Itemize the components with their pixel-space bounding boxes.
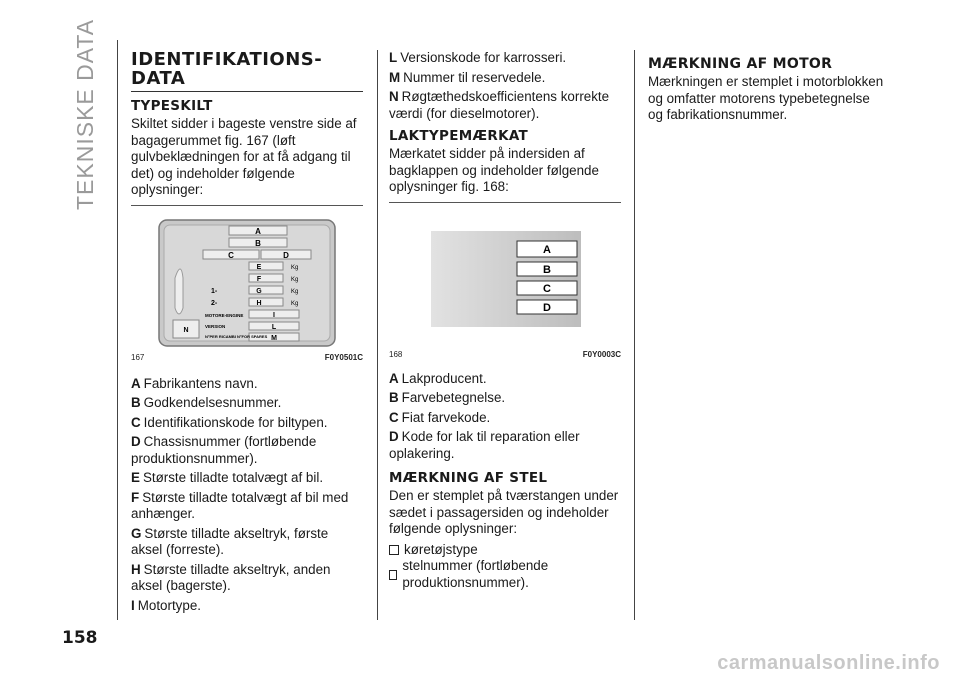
legend-text: Største tilladte totalvægt af bil med anhænger.: [131, 489, 349, 521]
paint-label-illustration: [389, 211, 621, 347]
plate-kg-4: Kg: [291, 300, 299, 307]
frame-marking-heading: MÆRKNING AF STEL: [389, 470, 548, 486]
legend-key: L: [389, 50, 398, 65]
identification-heading: IDENTIFIKATIONS-DATA: [131, 50, 363, 92]
figure-number: 168: [389, 349, 403, 359]
plate-letter-d: D: [283, 250, 289, 260]
frame-marking-bullet: [389, 542, 621, 559]
legend-text: Farvebetegnelse.: [401, 390, 506, 405]
plate-letter-g: G: [256, 287, 262, 295]
plate-letter-n: N: [183, 326, 189, 334]
legend-text: Kode for lak til reparation eller oplakering.: [389, 429, 580, 461]
legend-text: Fiat farvekode.: [401, 409, 491, 425]
legend-text: Nummer til reservedele.: [403, 69, 546, 85]
bullet-text: køretøjstype: [404, 541, 478, 557]
legend-key: G: [131, 525, 142, 541]
figure-168: [389, 202, 621, 359]
column-divider: [634, 50, 635, 620]
legend-item: [131, 395, 363, 412]
figure-id: F0Y0501C: [324, 352, 363, 362]
paint-label-intro: Mærkatet sidder på indersiden af bagklappen og indeholder følgende oplysninger fig. 168:: [389, 146, 599, 194]
legend-text: Røgtæthedskoefficientens korrekte værdi (for dieselmotorer).: [389, 89, 610, 121]
legend-text: Identifikationskode for biltypen.: [143, 414, 328, 430]
column-2: [389, 50, 621, 591]
plate-axle-1: 1-: [211, 287, 218, 295]
plate-kg-2: Kg: [291, 276, 299, 283]
plate-letter-l: L: [271, 323, 277, 331]
plate-letter-f: F: [256, 275, 262, 283]
watermark: carmanualsonline.info: [717, 652, 940, 674]
engine-marking-text: Mærkningen er stemplet i motorblokken og omfatter motorens typebetegnelse og fabrikationsnummer.: [648, 74, 884, 122]
legend-key: D: [389, 429, 399, 444]
plate-version-label: VERSION: [205, 323, 226, 329]
bullet-text: stelnummer (fortløbende produktionsnummer).: [402, 558, 549, 590]
plate-engine-label: MOTORE-ENGINE: [205, 312, 244, 318]
type-plate-legend: [131, 376, 363, 615]
legend-key: A: [131, 375, 141, 391]
plate-letter-h: H: [256, 299, 262, 307]
label-letter-a: A: [543, 243, 551, 256]
legend-key: C: [131, 414, 141, 430]
legend-key: M: [389, 69, 401, 85]
column-3: [648, 50, 888, 128]
frame-marking-list: [389, 542, 621, 592]
type-plate-subheading: TYPESKILT: [131, 98, 213, 114]
legend-text: Versionskode for karrosseri.: [400, 50, 567, 65]
figure-number: 167: [131, 352, 145, 362]
column-1: [131, 50, 363, 617]
legend-text: Chassisnummer (fortløbende produktionsnummer).: [131, 434, 317, 466]
label-letter-b: B: [543, 263, 551, 276]
label-letter-d: D: [543, 301, 551, 314]
legend-key: N: [389, 89, 399, 104]
type-plate-legend-continued: [389, 50, 621, 122]
legend-key: B: [389, 390, 399, 405]
figure-id: F0Y0003C: [582, 349, 621, 359]
legend-item: [131, 470, 363, 487]
legend-item: [131, 490, 363, 523]
plate-axle-2: 2-: [211, 299, 218, 307]
legend-key: H: [131, 561, 141, 577]
legend-item: [389, 371, 621, 388]
legend-text: Største tilladte akseltryk, anden aksel (bagerste).: [131, 561, 331, 593]
legend-key: I: [131, 597, 135, 613]
type-plate-intro: Skiltet sidder i bageste venstre side af bagagerummet fig. 167 (løft gulvbeklædningen for at få adgang til det) og indeholder følgende oplysninger:: [131, 116, 357, 197]
section-side-title: TEKNISKE DATA: [72, 18, 98, 210]
engine-marking-heading: MÆRKNING AF MOTOR: [648, 56, 833, 72]
paint-label-subheading: LAKTYPEMÆRKAT: [389, 128, 529, 144]
plate-letter-a: A: [255, 226, 261, 236]
legend-key: E: [131, 470, 140, 485]
plate-letter-m: M: [271, 334, 277, 342]
legend-item: [131, 562, 363, 595]
figure-caption: [131, 353, 363, 362]
legend-item: [131, 376, 363, 393]
type-plate-illustration: [131, 214, 363, 350]
legend-key: C: [389, 409, 399, 425]
plate-letter-c: C: [228, 250, 234, 260]
legend-key: F: [131, 489, 140, 505]
legend-text: Lakproducent.: [401, 370, 487, 386]
legend-item: [389, 70, 621, 87]
plate-spares-label: N°PER RICAMBI N°FOR SPARES: [205, 333, 268, 339]
legend-key: B: [131, 395, 141, 410]
legend-key: D: [131, 434, 141, 449]
plate-letter-e: E: [256, 263, 262, 271]
legend-item: [389, 390, 621, 407]
figure-167: [131, 205, 363, 362]
figure-caption: [389, 350, 621, 359]
frame-marking-bullet: [389, 558, 621, 591]
plate-letter-b: B: [255, 238, 261, 248]
column-divider: [377, 50, 378, 620]
legend-text: Motortype.: [137, 597, 201, 613]
frame-marking-text: Den er stemplet på tværstangen under sædet i passagersiden og indeholder følgende oplysninger:: [389, 488, 619, 536]
legend-item: [131, 415, 363, 432]
plate-kg-1: Kg: [291, 264, 299, 271]
margin-rule: [117, 40, 118, 620]
legend-item: [389, 410, 621, 427]
label-letter-c: C: [543, 282, 551, 295]
plate-letter-i: I: [273, 311, 275, 319]
legend-item: [389, 429, 621, 462]
checkbox-bullet-icon: [389, 545, 399, 555]
legend-text: Største tilladte totalvægt af bil.: [142, 470, 324, 485]
checkbox-bullet-icon: [389, 570, 397, 580]
legend-item: [131, 434, 363, 467]
page-number: 158: [62, 628, 98, 648]
legend-item: [131, 526, 363, 559]
legend-item: [389, 89, 621, 122]
legend-item: [389, 50, 621, 67]
plate-kg-3: Kg: [291, 288, 299, 295]
legend-key: A: [389, 370, 399, 386]
legend-item: [131, 598, 363, 615]
legend-text: Største tilladte akseltryk, første aksel (forreste).: [131, 525, 329, 557]
legend-text: Godkendelsesnummer.: [143, 395, 282, 410]
legend-text: Fabrikantens navn.: [143, 375, 258, 391]
paint-label-legend: [389, 371, 621, 463]
